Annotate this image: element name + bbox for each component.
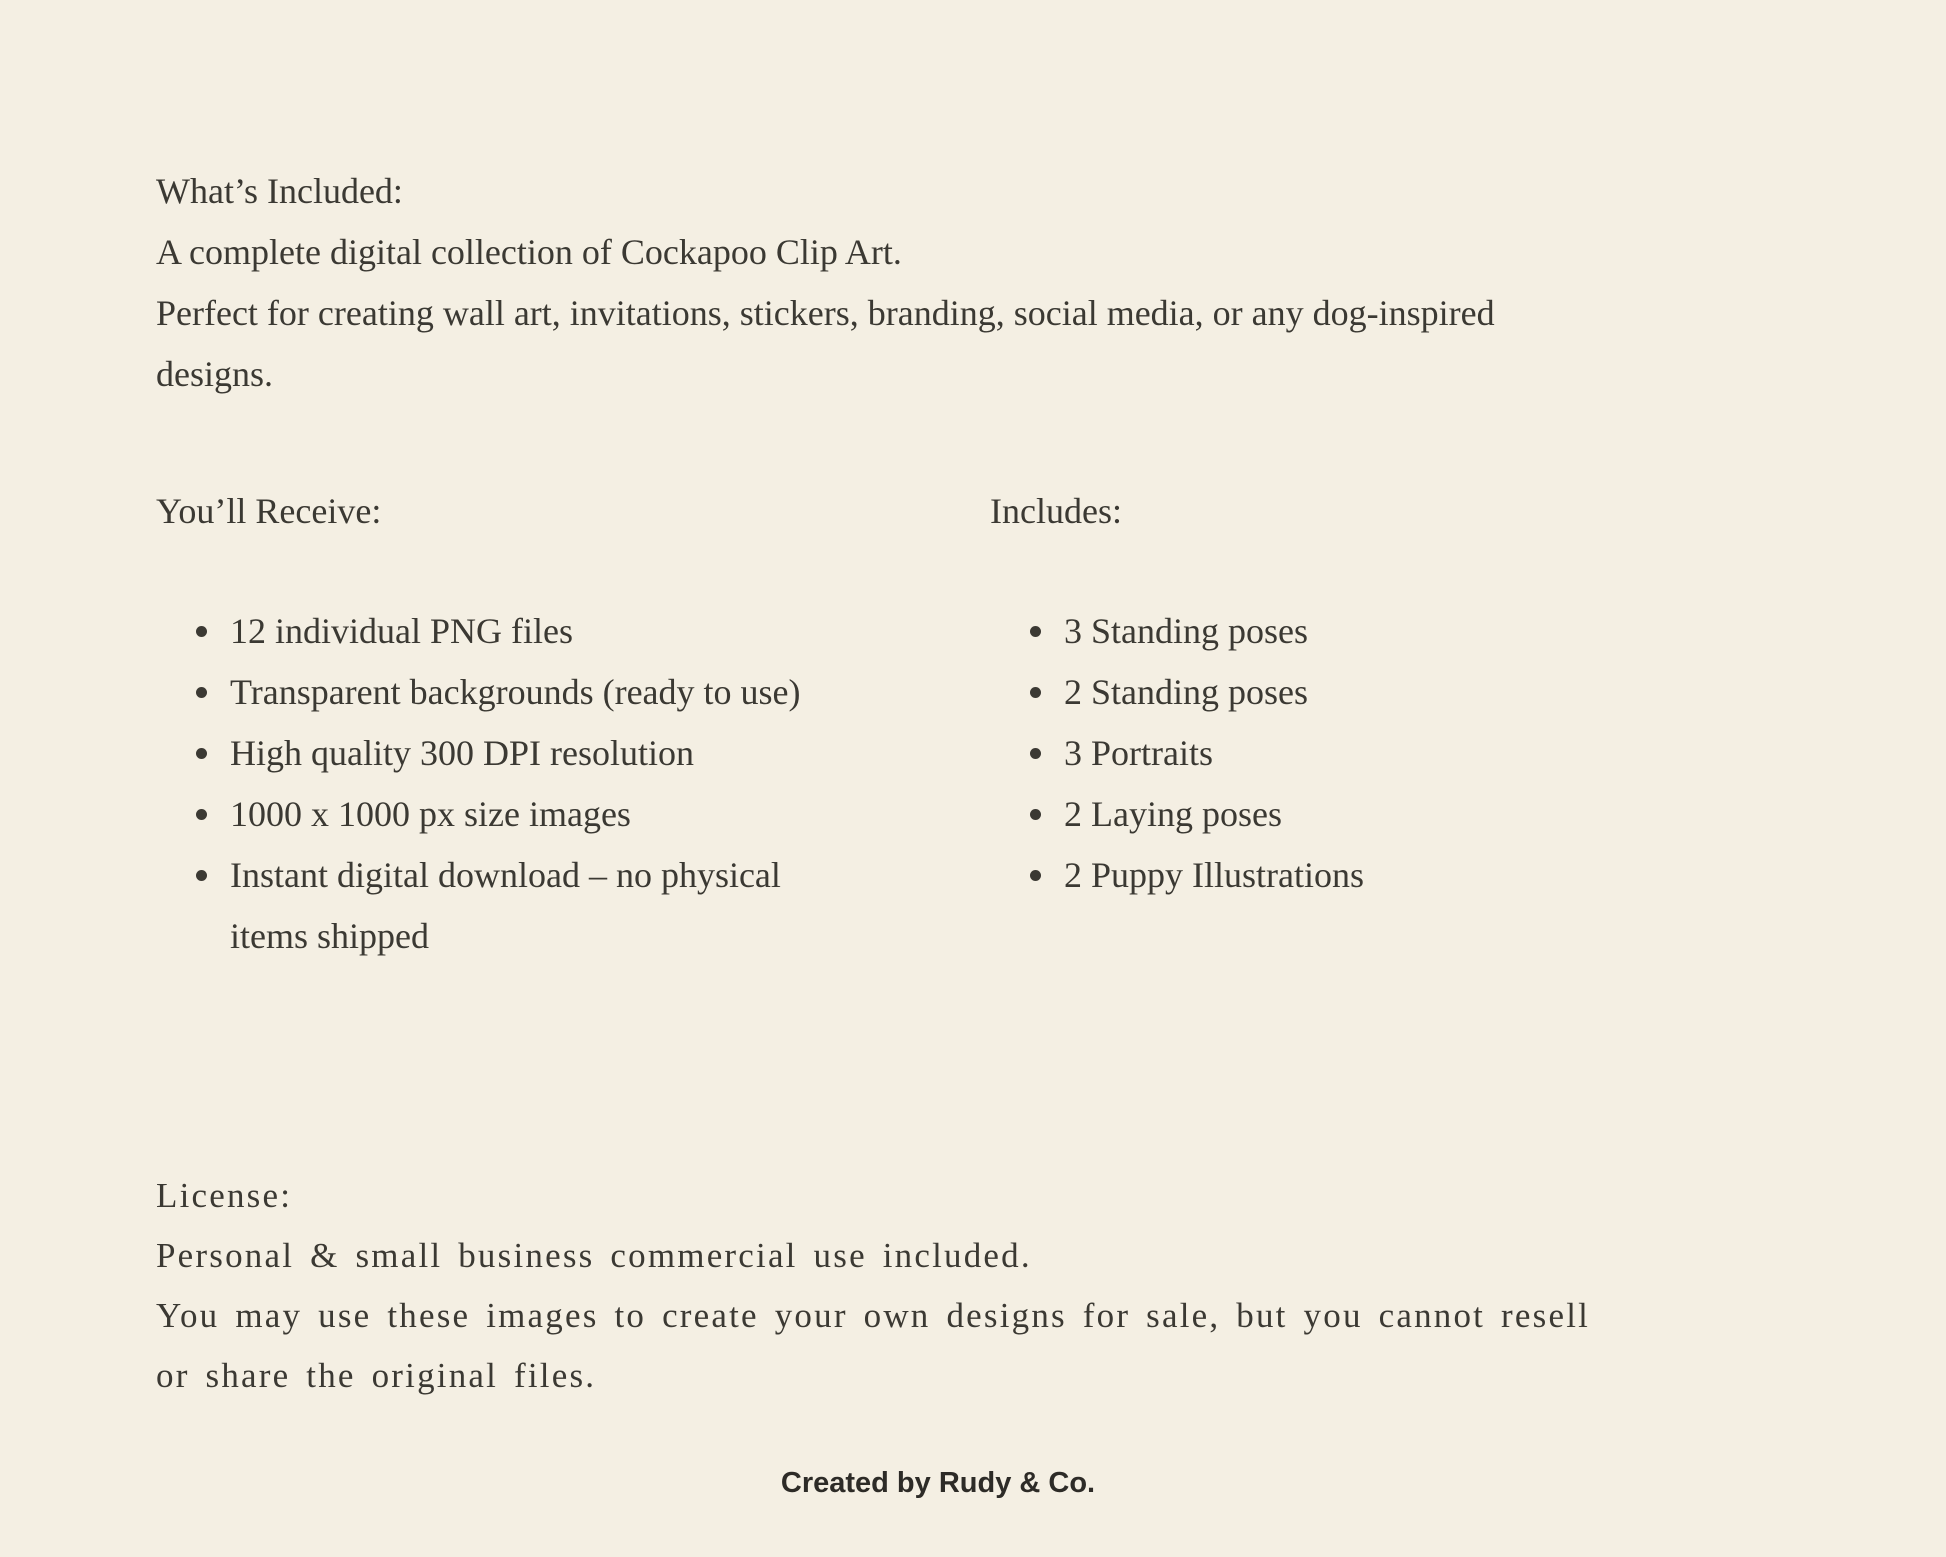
list-item: [990, 723, 1364, 784]
list-item: [990, 784, 1364, 845]
list-item-label: 2 Standing poses: [1064, 672, 1309, 712]
receive-section: [156, 481, 801, 967]
list-item-label: Transparent backgrounds (ready to use): [230, 672, 801, 712]
bullet-icon: [196, 687, 207, 698]
bullet-icon: [1030, 687, 1041, 698]
bullet-icon: [1030, 809, 1041, 820]
list-item-label: High quality 300 DPI resolution: [230, 733, 694, 773]
list-item-label: 2 Laying poses: [1064, 794, 1282, 834]
whats-included-heading: What’s Included:: [156, 171, 403, 211]
list-item-label: 1000 x 1000 px size images: [230, 794, 631, 834]
bullet-icon: [1030, 870, 1041, 881]
bullet-icon: [1030, 626, 1041, 637]
receive-list: [156, 601, 801, 967]
list-item-label: Instant digital download – no physical: [230, 855, 781, 895]
intro-line: Perfect for creating wall art, invitations, stickers, branding, social media, or any dog-inspired: [156, 293, 1495, 333]
list-item-label: 12 individual PNG files: [230, 611, 573, 651]
list-item: [990, 601, 1364, 662]
list-item: [156, 845, 801, 906]
intro-line: designs.: [156, 354, 273, 394]
license-section: [156, 1166, 1590, 1406]
youll-receive-heading: You’ll Receive:: [156, 491, 382, 531]
list-item-continuation: [156, 906, 801, 967]
list-item: [156, 662, 801, 723]
list-item: [990, 662, 1364, 723]
footer-credit: Created by Rudy & Co.: [780, 1467, 1096, 1499]
list-item: [156, 601, 801, 662]
includes-heading: Includes:: [990, 491, 1122, 531]
license-line: or share the original files.: [156, 1356, 597, 1395]
bullet-icon: [196, 870, 207, 881]
includes-list: [990, 601, 1364, 906]
list-item-label: 2 Puppy Illustrations: [1064, 855, 1365, 895]
bullet-icon: [1030, 748, 1041, 759]
intro-line: A complete digital collection of Cockapoo Clip Art.: [156, 232, 902, 272]
bullet-icon: [196, 626, 207, 637]
bullet-icon: [196, 809, 207, 820]
list-item-label: 3 Standing poses: [1064, 611, 1309, 651]
list-item-label: 3 Portraits: [1064, 733, 1213, 773]
list-item: [156, 723, 801, 784]
list-item: [990, 845, 1364, 906]
list-item: [156, 784, 801, 845]
license-line: You may use these images to create your own designs for sale, but you cannot resell: [156, 1296, 1591, 1335]
list-item-label: items shipped: [230, 916, 429, 956]
includes-section: [990, 481, 1364, 906]
license-line: Personal & small business commercial use included.: [156, 1236, 1032, 1275]
license-heading: License:: [156, 1176, 293, 1215]
intro-section: [156, 161, 1495, 405]
bullet-icon: [196, 748, 207, 759]
